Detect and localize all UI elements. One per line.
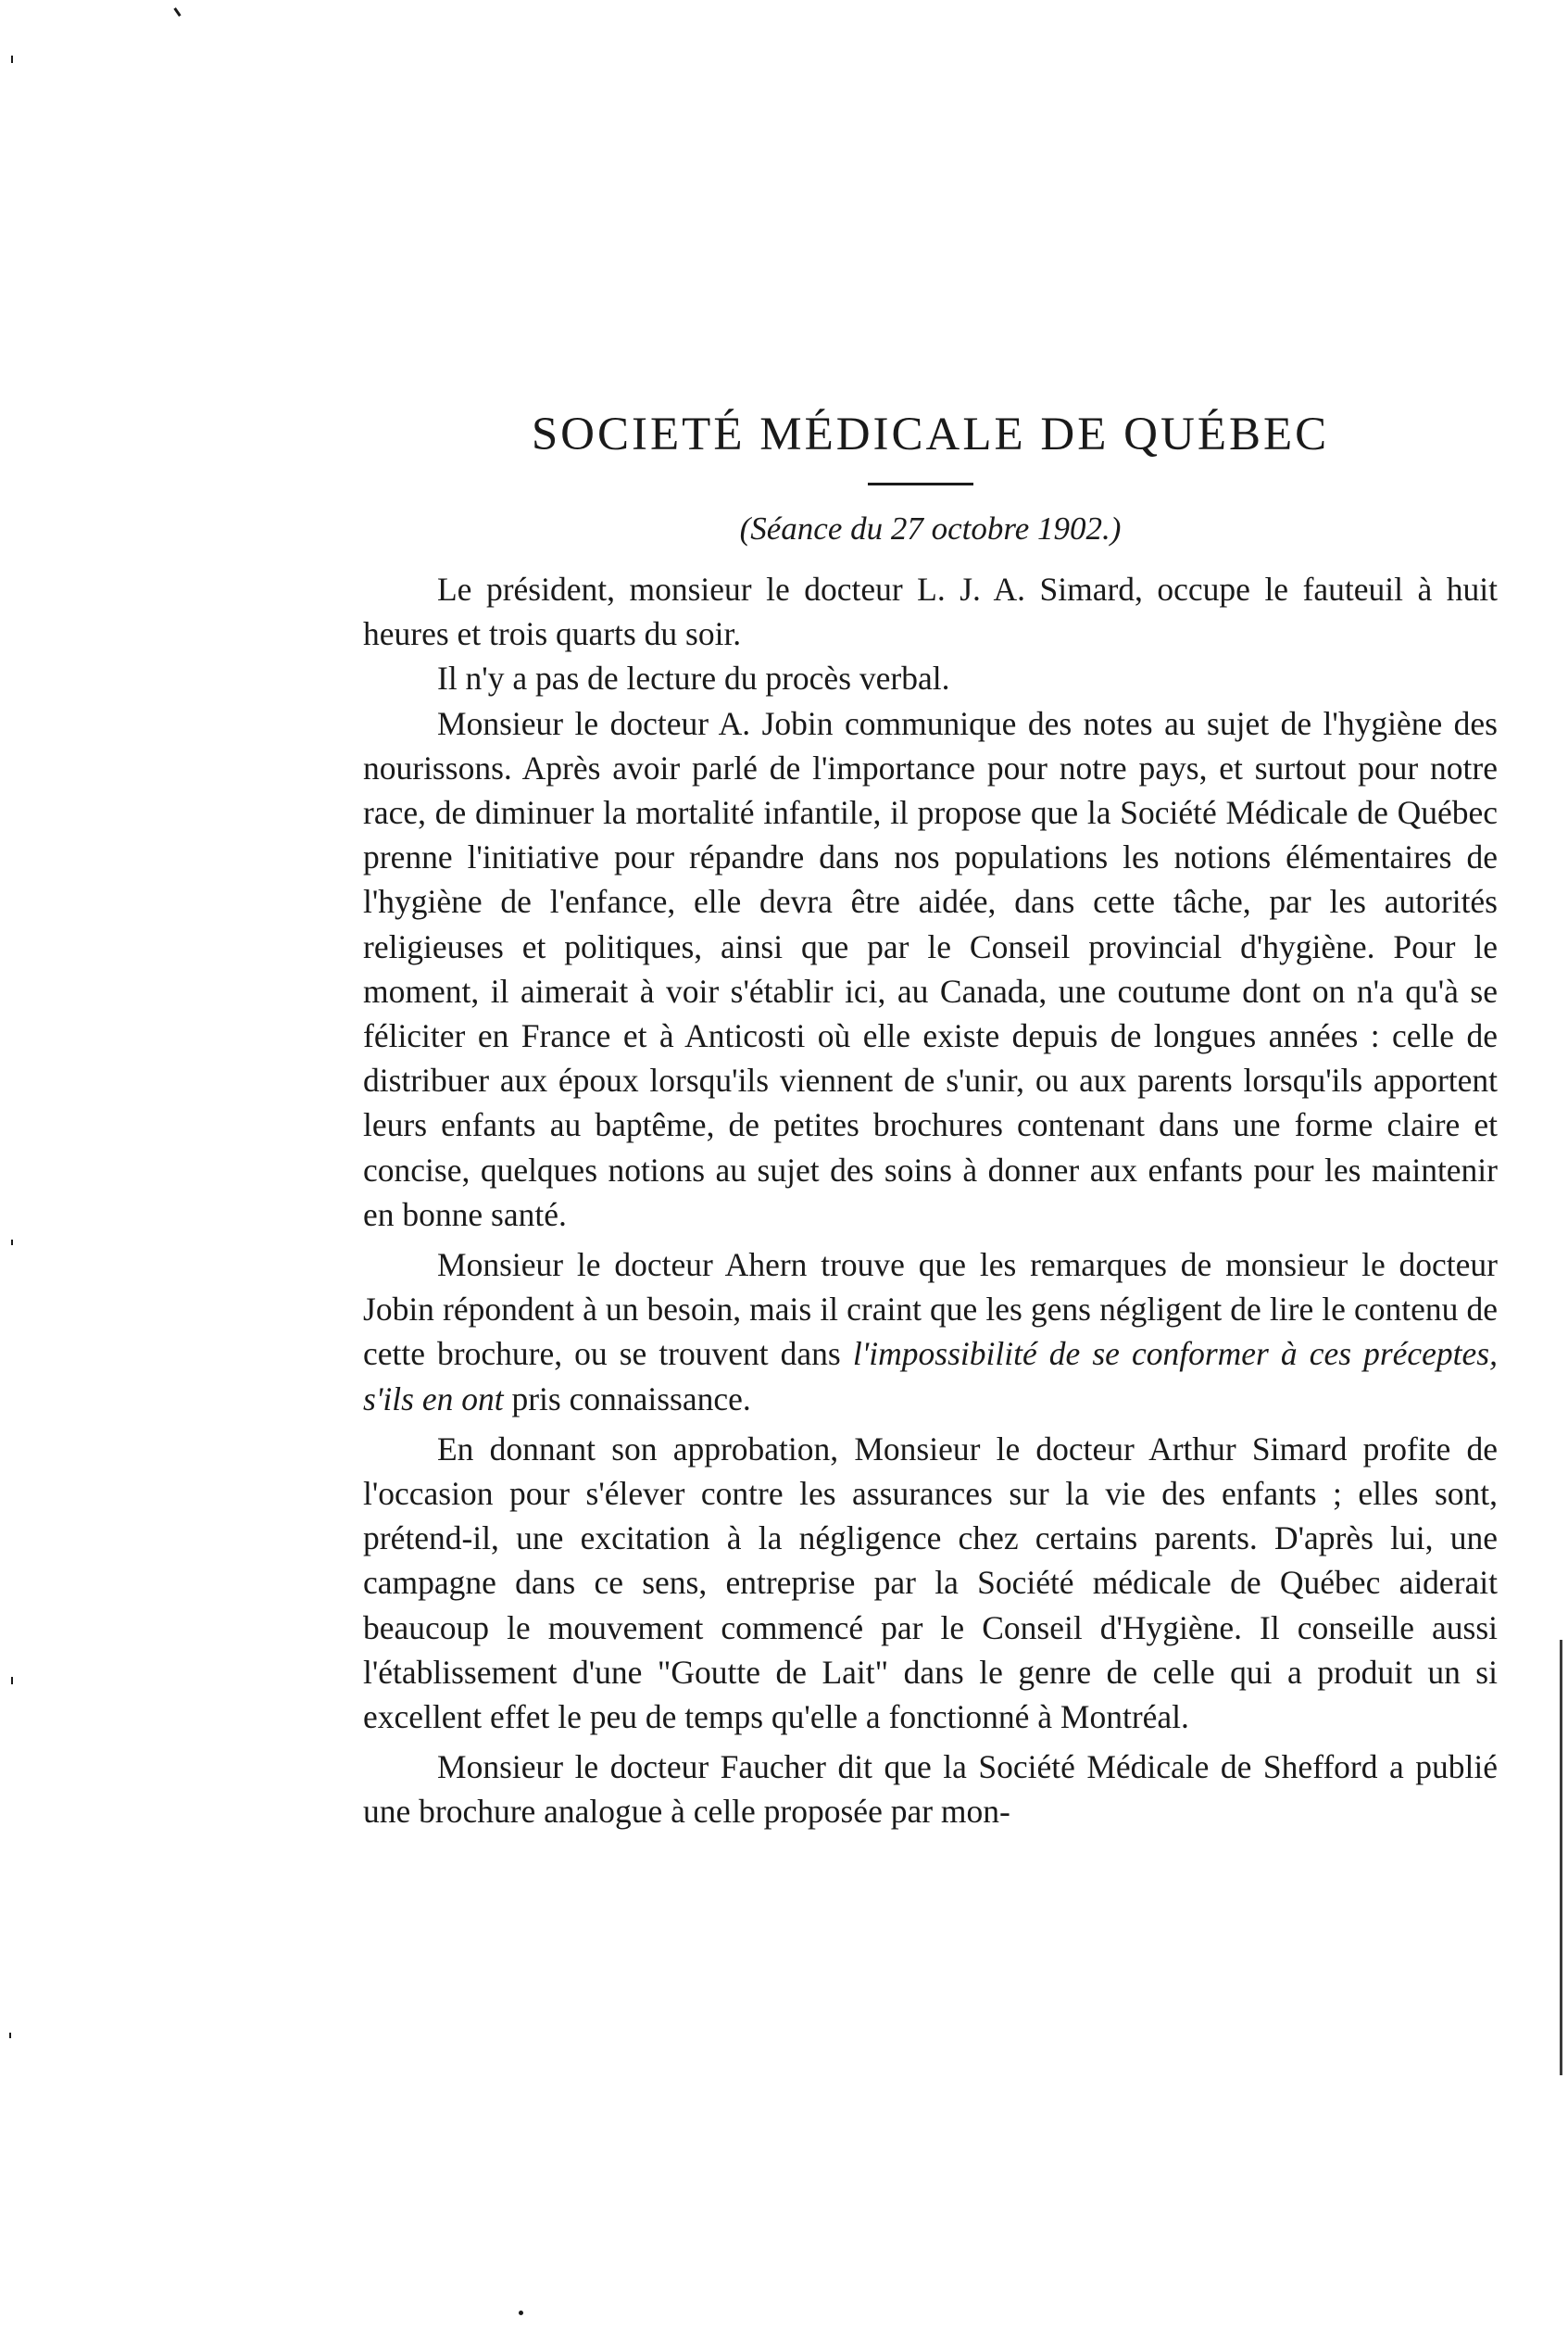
- scan-mark-left-3: [11, 1677, 13, 1684]
- session-date: (Séance du 27 octobre 1902.): [739, 510, 1122, 547]
- paragraph-2: Il n'y a pas de lecture du procès verbal.: [437, 660, 950, 698]
- paragraph-1: Le président, monsieur le docteur L. J. A. Simard, occupe le fauteuil à huit heures et trois quarts du soir.: [363, 571, 1498, 653]
- scan-mark-left-4: [9, 2033, 11, 2038]
- scan-mark-left-1: [11, 56, 13, 63]
- paragraph-6: Monsieur le docteur Faucher dit que la Société Médicale de Shefford a publié une brochure analogue à celle proposée par mon-: [363, 1748, 1498, 1831]
- document-body: [363, 567, 1498, 1834]
- scan-mark-bottom: [519, 2311, 523, 2315]
- paragraph-4-start: Monsieur le docteur Ahern trouve que les remarques de monsieur le docteur Jobin répondent à un besoin, mais il craint que les gens négligent de lire le contenu de cette brochure, ou se trouvent dans: [363, 1246, 1498, 1373]
- paragraph-5: En donnant son approbation, Monsieur le docteur Arthur Simard profite de l'occasion pour s'élever contre les assurances sur la vie des enfants ; elles sont, prétend-il, une excitation à la négligence chez certains parents. D'après lui, une campagne dans ce sens, entreprise par la Société médicale de Québec aiderait beaucoup le mouvement commencé par le Conseil d'Hygiène. Il conseille aussi l'établissement d'une "Goutte de Lait" dans le genre de celle qui a produit un si excellent effet le peu de temps qu'elle a fonctionné à Montréal.: [363, 1430, 1498, 1736]
- paragraph-3: Monsieur le docteur A. Jobin communique des notes au sujet de l'hygiène des nourissons. Après avoir parlé de l'importance pour notre pays, et surtout pour notre race, de diminuer la mortalité infantile, il propose que la Société Médicale de Québec prenne l'initiative pour répandre dans nos populations les notions élémentaires de l'hygiène de l'enfance, elle devra être aidée, dans cette tâche, par les autorités religieuses et politiques, ainsi que par le Conseil provincial d'hygiène. Pour le moment, il aimerait à voir s'établir ici, au Canada, une coutume dont on n'a qu'à se féliciter en France et à Anticosti où elle existe depuis de longues années : celle de distribuer aux époux lorsqu'ils viennent de s'unir, ou aux parents lorsqu'ils apportent leurs enfants au baptême, de petites brochures contenant dans une forme claire et concise, quelques notions au sujet des soins à donner aux enfants pour les maintenir en bonne santé.: [363, 704, 1498, 1233]
- paragraph-4-end: pris connaissance.: [503, 1379, 751, 1417]
- paragraph-4: [363, 1242, 1498, 1421]
- scan-edge-right: [1560, 1640, 1562, 2075]
- title-divider: [868, 483, 973, 485]
- page-title: SOCIETÉ MÉDICALE DE QUÉBEC: [531, 409, 1330, 460]
- document-page: [363, 0, 1498, 2343]
- paragraph-4-italic: l'impossibilité de se conformer à ces préceptes, s'ils en ont: [363, 1335, 1498, 1417]
- scan-mark-left-2: [11, 1240, 13, 1245]
- scan-mark-top: [173, 7, 181, 17]
